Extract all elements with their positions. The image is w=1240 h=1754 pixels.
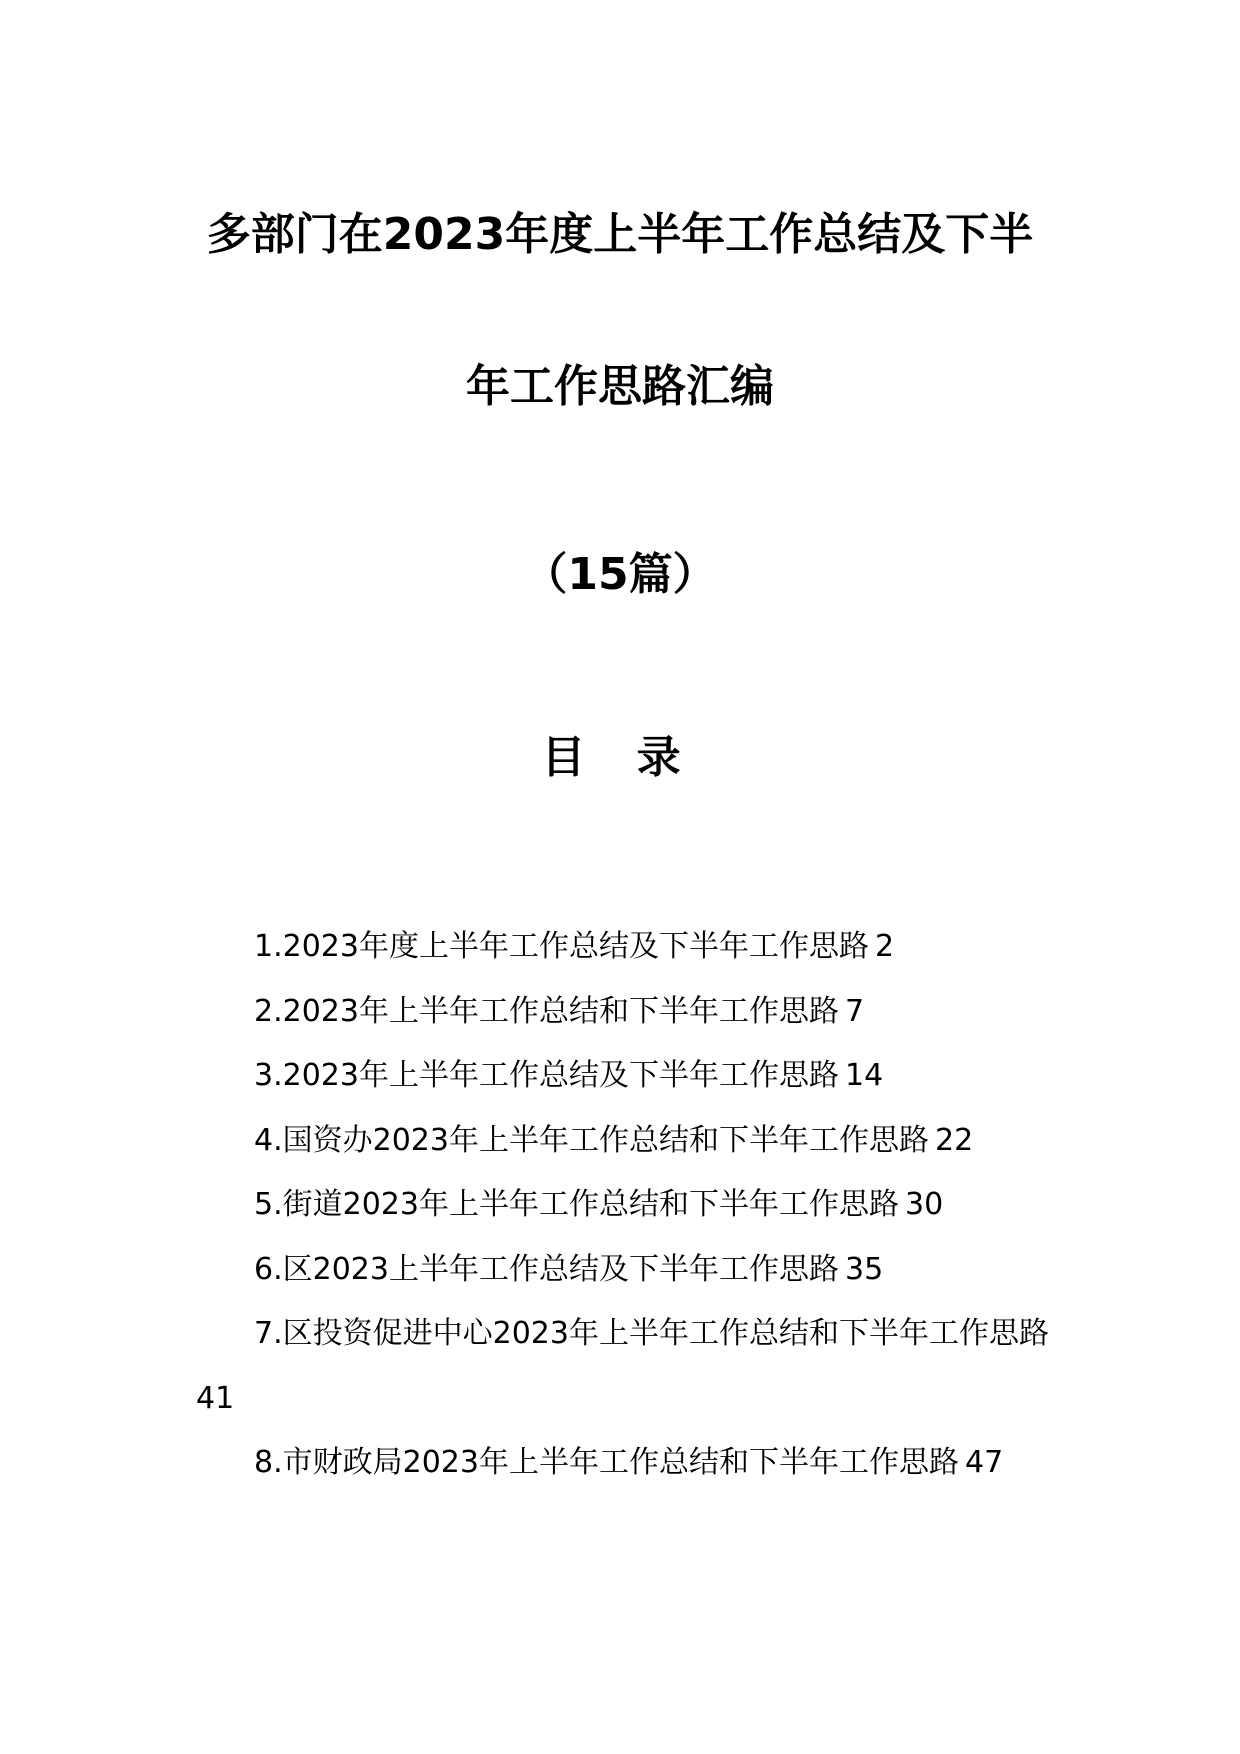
toc-item[interactable] <box>190 980 1060 1045</box>
toc-item-page: 7 <box>844 993 865 1029</box>
toc-item-label: 6.区2023上半年工作总结及下半年工作思路 <box>254 1251 839 1287</box>
toc-item-label: 2.2023年上半年工作总结和下半年工作思路 <box>254 993 839 1029</box>
toc-item-page: 30 <box>904 1187 944 1222</box>
toc-item[interactable] <box>190 1431 1060 1496</box>
toc-item-page: 2 <box>874 929 895 964</box>
toc-item[interactable] <box>190 1109 1060 1174</box>
document-subtitle: （15篇） <box>523 549 717 600</box>
document-title-line-1: 多部门在2023年度上半年工作总结及下半 <box>206 209 1034 260</box>
toc-item-page: 41 <box>196 1380 235 1416</box>
toc-heading: 目 录 <box>541 732 699 783</box>
toc-item-page: 47 <box>964 1445 1004 1480</box>
toc-item[interactable] <box>190 915 1060 980</box>
toc-item-page: 22 <box>934 1122 974 1158</box>
toc-item-label: 4.国资办2023年上半年工作总结和下半年工作思路 <box>254 1122 929 1158</box>
document-title-line-2: 年工作思路汇编 <box>466 361 774 412</box>
toc-item-page: 35 <box>844 1251 884 1287</box>
toc-item-label: 3.2023年上半年工作总结及下半年工作思路 <box>254 1058 839 1093</box>
toc-item-page: 14 <box>844 1058 884 1093</box>
table-of-contents <box>190 915 1060 1496</box>
toc-item[interactable] <box>190 1173 1060 1238</box>
toc-item[interactable] <box>190 1044 1060 1109</box>
toc-item[interactable] <box>190 1302 1060 1431</box>
toc-item[interactable] <box>190 1238 1060 1303</box>
toc-item-label: 1.2023年度上半年工作总结及下半年工作思路 <box>254 929 869 964</box>
toc-item-label: 5.街道2023年上半年工作总结和下半年工作思路 <box>254 1187 899 1222</box>
toc-item-label: 8.市财政局2023年上半年工作总结和下半年工作思路 <box>254 1445 959 1480</box>
toc-item-label: 7.区投资促进中心2023年上半年工作总结和下半年工作思路 <box>254 1316 1049 1351</box>
